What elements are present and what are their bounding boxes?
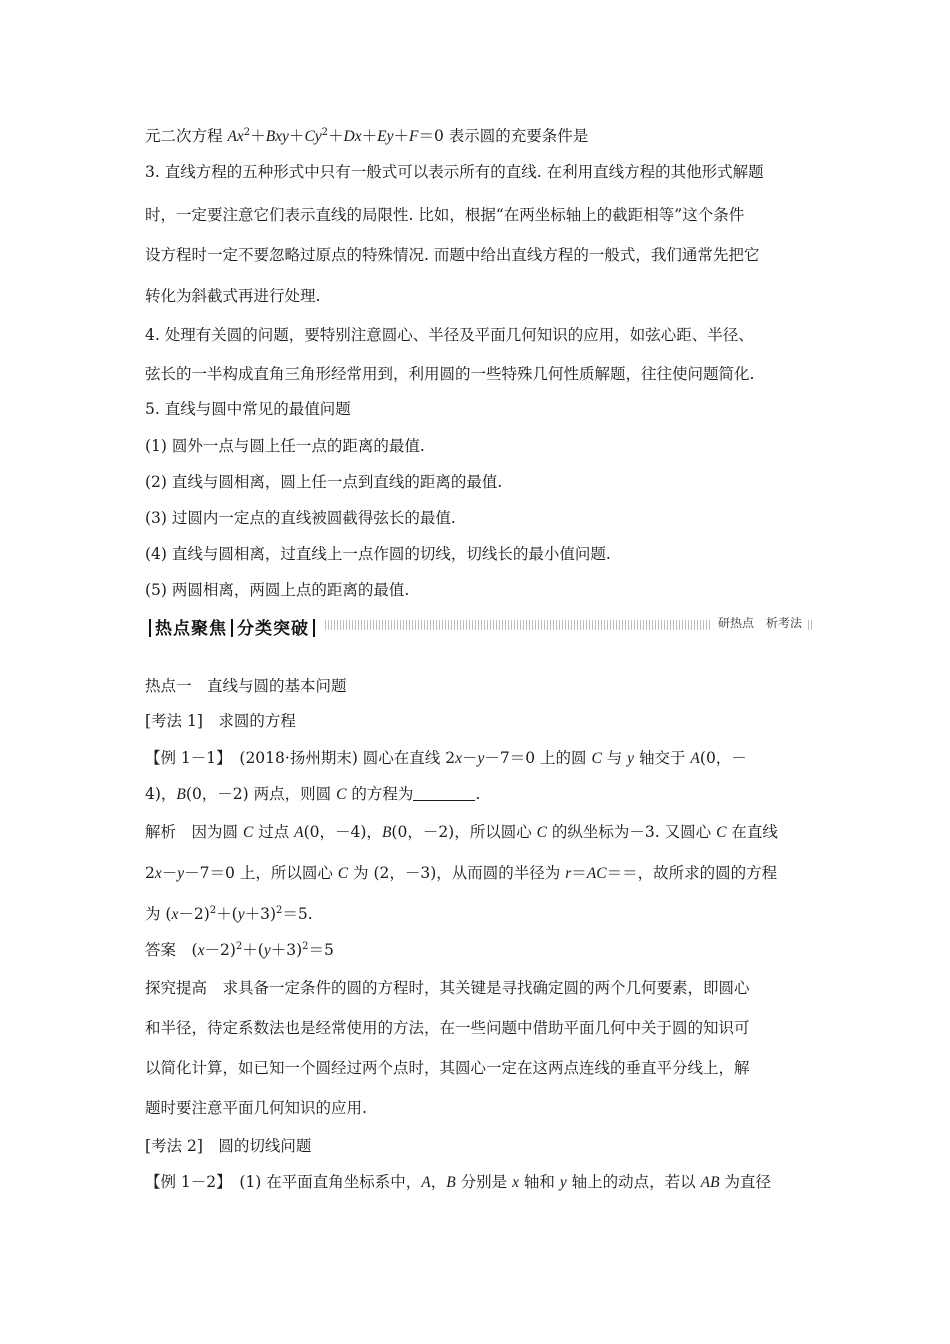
text-line-13: (5) 两圆相离，两圆上点的距离的最值. xyxy=(145,581,410,599)
text-line-10: (2) 直线与圆相离，圆上任一点到直线的距离的最值. xyxy=(145,473,503,491)
section-header-title: 热点聚焦 分类突破 xyxy=(145,614,319,639)
hotspot-heading: 热点一 直线与圆的基本问题 xyxy=(145,677,347,695)
text-line-5: 转化为斜截式再进行处理. xyxy=(145,287,321,305)
insight-line-1: 探究提高 求具备一定条件的圆的方程时，其关键是寻找确定圆的两个几何要素，即圆心 xyxy=(145,979,750,997)
section-header-bar xyxy=(145,612,812,638)
solution-line-1: 解析 因为圆 C 过点 A(0，－4)，B(0，－2)，所以圆心 C 的纵坐标为－3. 又圆心 C 在直线 xyxy=(145,823,778,841)
text-line-4: 设方程时一定不要忽略过原点的特殊情况. 而题中给出直线方程的一般式，我们通常先把它 xyxy=(145,246,760,264)
solution-line-3: 为 $(x-2)^2+(y+3)^2=5$. xyxy=(145,905,313,923)
text-line-3: 时，一定要注意它们表示直线的局限性. 比如，根据“在两坐标轴上的截距相等”这个条件 xyxy=(145,206,745,224)
method-heading-1: [考法 1] 求圆的方程 xyxy=(145,712,296,730)
text-line-9: (1) 圆外一点与圆上任一点的距离的最值. xyxy=(145,437,425,455)
section-header-tag: 研热点 析考法 xyxy=(710,614,806,631)
method-heading-2: [考法 2] 圆的切线问题 xyxy=(145,1137,312,1155)
text-line-7: 弦长的一半构成直角三角形经常用到，利用圆的一些特殊几何性质解题，往往使问题简化. xyxy=(145,365,755,383)
answer-line: 答案 $(x-2)^2+(y+3)^2=5$ xyxy=(145,941,334,959)
insight-line-3: 以简化计算，如已知一个圆经过两个点时，其圆心一定在这两点连线的垂直平分线上，解 xyxy=(145,1059,750,1077)
example-1-1-line-2: 4)，B(0，－2) 两点，则圆 C 的方程为 . xyxy=(145,785,481,803)
insight-line-4: 题时要注意平面几何知识的应用. xyxy=(145,1099,367,1117)
example-1-1-line-1: 【例 1－1】 (2018·扬州期末) 圆心在直线 2x－y－7＝0 上的圆 C 与 y 轴交于 A(0，－ xyxy=(145,749,747,767)
solution-line-2: 2x－y－7＝0 上，所以圆心 C 为 (2，－3)，从而圆的半径为 r＝AC＝＝，故所求的圆的方程 xyxy=(145,864,778,882)
text-line-2: 3. 直线方程的五种形式中只有一般式可以表示所有的直线. 在利用直线方程的其他形式解题 xyxy=(145,163,764,181)
example-1-2-line-1: 【例 1－2】 (1) 在平面直角坐标系中，A，B 分别是 x 轴和 y 轴上的动点，若以 AB 为直径 xyxy=(145,1173,771,1191)
answer-blank xyxy=(413,786,475,801)
text-line-8: 5. 直线与圆中常见的最值问题 xyxy=(145,400,351,418)
insight-line-2: 和半径，待定系数法也是经常使用的方法，在一些问题中借助平面几何中关于圆的知识可 xyxy=(145,1019,750,1037)
text-line-11: (3) 过圆内一定点的直线被圆截得弦长的最值. xyxy=(145,509,456,527)
text-line-6: 4. 处理有关圆的问题，要特别注意圆心、半径及平面几何知识的应用，如弦心距、半径、 xyxy=(145,326,754,344)
text-line-12: (4) 直线与圆相离，过直线上一点作圆的切线，切线长的最小值问题. xyxy=(145,545,611,563)
text-line-1: 元二次方程 $Ax^2+Bxy+Cy^2+Dx+Ey+F=0$ 表示圆的充要条件是 xyxy=(145,127,589,145)
